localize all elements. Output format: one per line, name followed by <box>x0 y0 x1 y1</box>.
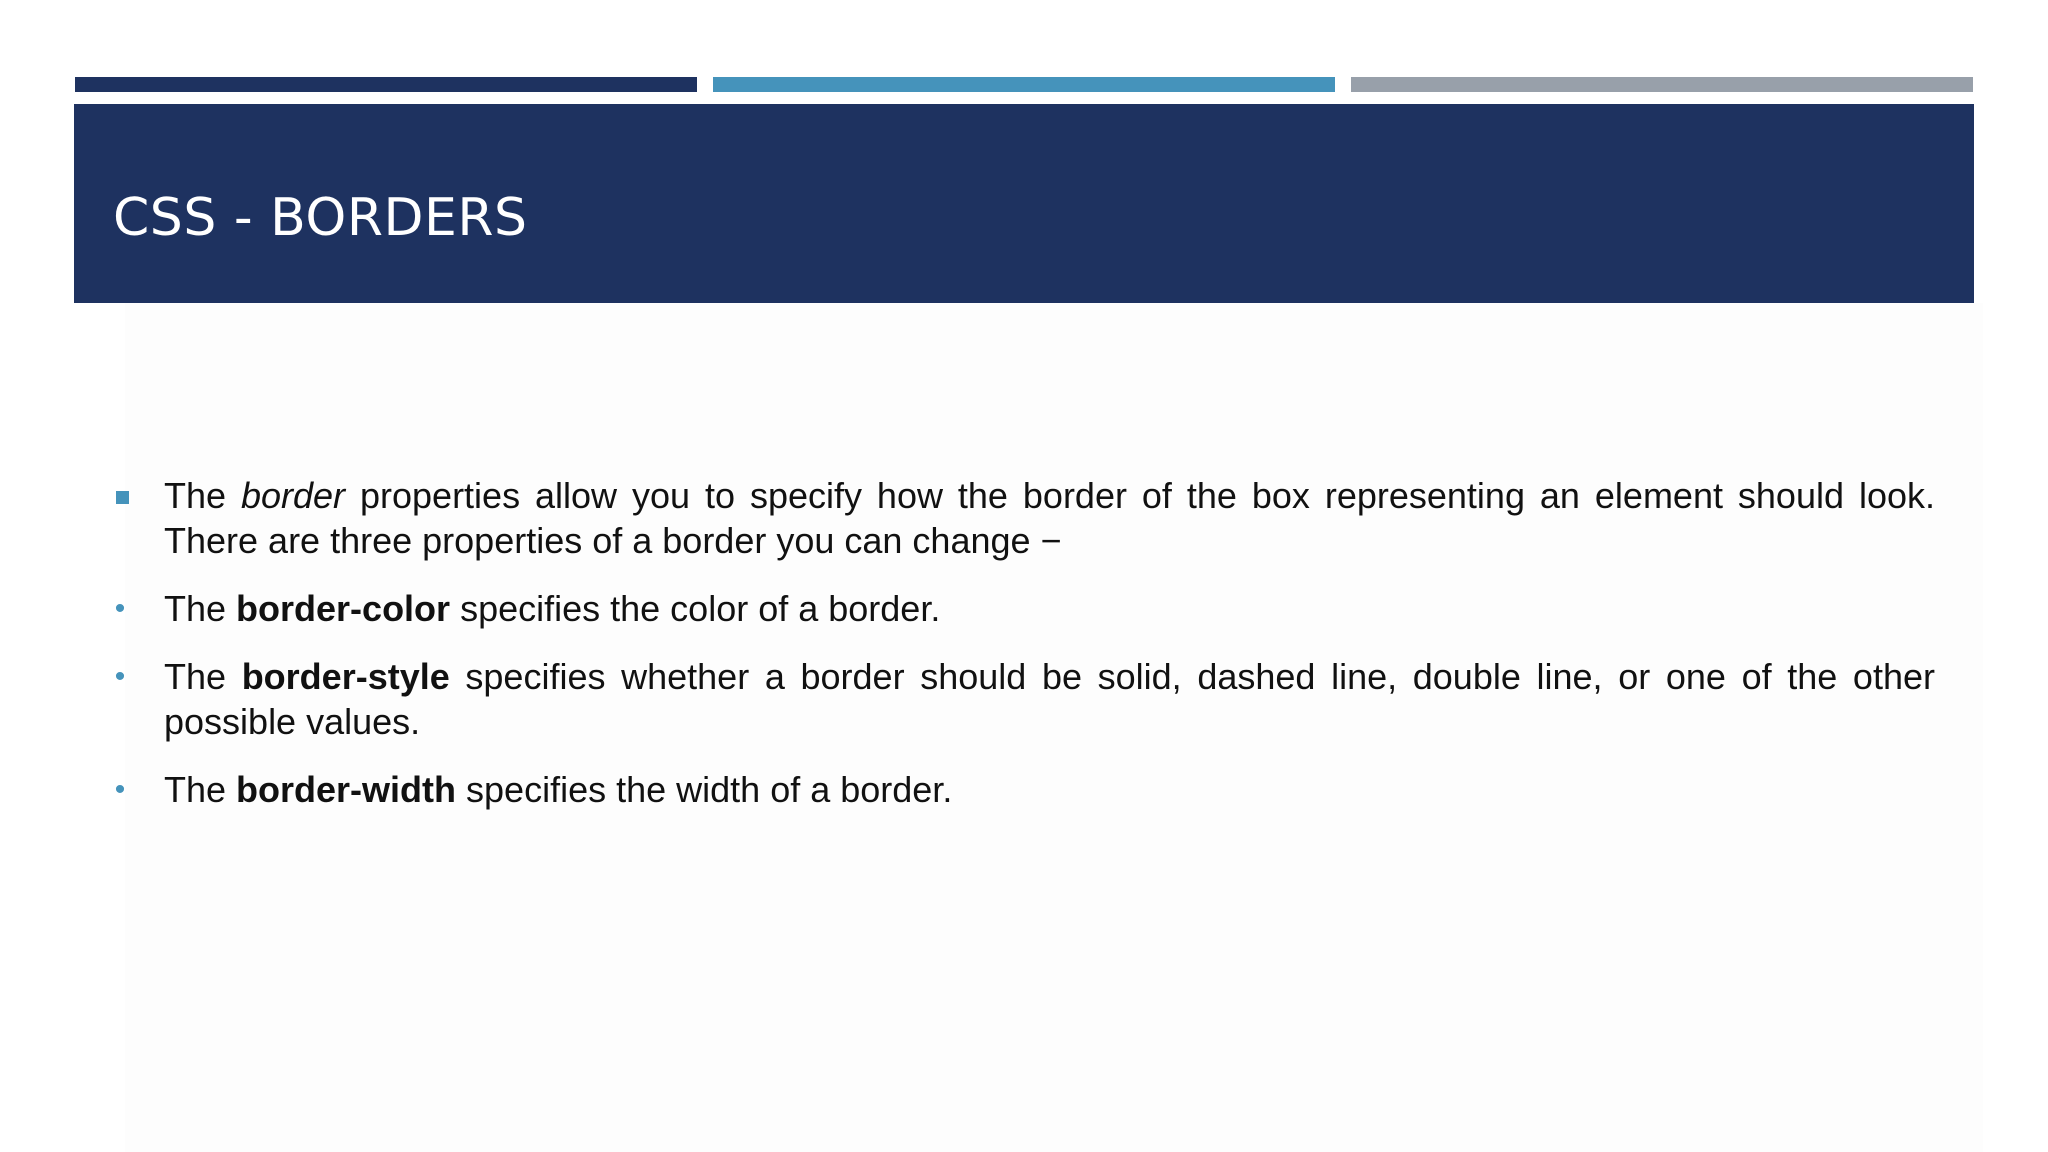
bullet-lead: The <box>164 588 237 629</box>
dot-bullet-icon: • <box>114 773 126 806</box>
bullet-text: specifies the color of a border. <box>450 588 941 629</box>
bullet-text: properties allow you to specify how the border of the box representing an element should look. There are three properties of a border you can change − <box>164 475 1935 561</box>
accent-bar-dark <box>75 77 697 92</box>
bullet-text: specifies the width of a border. <box>456 769 953 810</box>
bullet-lead: The <box>164 475 241 516</box>
bullet-emphasis: border-color <box>236 588 451 629</box>
accent-bar-blue <box>713 77 1335 92</box>
bullet-item-border-color <box>112 586 1935 631</box>
accent-bar-gray <box>1351 77 1973 92</box>
dot-bullet-icon: • <box>114 660 126 693</box>
square-bullet-icon <box>116 491 129 504</box>
bullet-emphasis: border-width <box>236 769 457 810</box>
bullet-emphasis: border <box>240 475 346 516</box>
bullet-lead: The <box>164 656 242 697</box>
bullet-emphasis: border-style <box>241 656 450 697</box>
bullet-item-border-width <box>112 767 1935 812</box>
title-band <box>74 104 1974 303</box>
bullet-list <box>112 473 1935 835</box>
bullet-item-border-style <box>112 654 1935 744</box>
bullet-lead: The <box>164 769 237 810</box>
slide-title: CSS - BORDERS <box>113 188 528 248</box>
bullet-text: specifies whether a border should be solid, dashed line, double line, or one of the other possible values. <box>164 656 1935 742</box>
bullet-item-border-intro <box>112 473 1935 563</box>
dot-bullet-icon: • <box>114 592 126 625</box>
